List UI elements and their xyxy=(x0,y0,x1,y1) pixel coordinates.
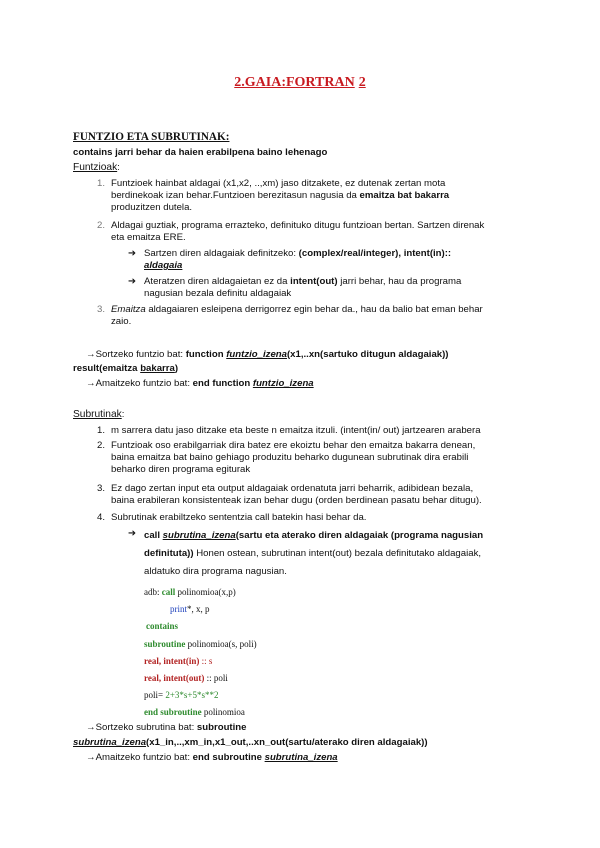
functions-item-2-sub-1: ➔ Sartzen diren aldagaiak definitzeko: (complex/real/integer), intent(in):: aldagaia xyxy=(128,248,452,271)
function-start-line: →Sortzeko funtzio bat: function funtzio_izena(x1,..xn(sartuko ditugun aldagaiak)) xyxy=(86,349,449,360)
code-line-assign: poli= 2+3*s+5*s**2 xyxy=(144,690,219,701)
code-line-end: end subroutine polinomioa xyxy=(144,707,245,718)
subroutines-item-3: 3. Ez dago zertan input eta output aldagaiak ordenatuta jarri beharrik, adibidean bezala, baina erabileran konsistenteak izan behar dugu (orden berdinean pasatu behar ditugu). xyxy=(96,483,482,506)
function-result-line: result(emaitza bakarra) xyxy=(73,363,179,374)
subroutine-end-line: →Amaitzeko funtzio bat: end subroutine subrutina_izena xyxy=(86,752,338,763)
subroutines-heading: Subrutinak: xyxy=(73,409,125,420)
arrow-right-icon: ➔ xyxy=(128,248,137,259)
function-end-line: →Amaitzeko funtzio bat: end function funtzio_izena xyxy=(86,378,314,389)
subroutines-list xyxy=(96,425,556,581)
functions-item-1: 1. Funtzioek hainbat aldagai (x1,x2, ..,xm) jaso ditzakete, ez dutenak zertan mota berdinekoak izan behar.Funtzioen berezitasun nagusia da emaitza bat bakarra produzitzen dutela. xyxy=(96,178,450,213)
subroutine-signature-line: subrutina_izena(x1_in,..,xm_in,x1_out,..xn_out(sartu/aterako diren aldagaiak)) xyxy=(73,737,428,748)
code-line-subroutine: subroutine polinomioa(s, poli) xyxy=(144,638,257,649)
functions-list xyxy=(96,178,551,334)
title-number: 2 xyxy=(358,75,366,90)
arrow-right-icon: ➔ xyxy=(128,276,137,287)
functions-item-2: 2. Aldagai guztiak, programa errazteko, definituko ditugu funtzioan bertan. Sartzen direnak eta emaitza ERE. xyxy=(96,220,485,243)
subroutines-item-4: 4. Subrutinak erabiltzeko sententzia call batekin hasi behar da. xyxy=(96,512,367,523)
code-line-real-in: real, intent(in) :: s xyxy=(144,655,213,666)
code-example xyxy=(144,584,257,722)
section-heading: FUNTZIO ETA SUBRUTINAK: xyxy=(73,131,230,143)
code-line-print: print*, x, p xyxy=(170,604,210,615)
title-text: 2.GAIA:FORTRAN xyxy=(234,75,355,90)
page-title xyxy=(0,74,600,92)
functions-item-3: 3. Emaitza aldagaiaren esleipena derrigorrez egin behar da., hau da balio bat eman behar zaio. xyxy=(96,304,483,327)
subroutine-start-line: →Sortzeko subrutina bat: subroutine xyxy=(86,722,247,733)
code-line-real-out: real, intent(out) :: poli xyxy=(144,673,228,684)
subroutines-item-4-sub: ➔ call subrutina_izena(sartu eta aterako diren aldagaiak (programa nagusian definituta)) Honen ostean, subrutinan intent(out) bezala definitutako aldagaiak, aldatuko dira programa nagusian. xyxy=(144,527,554,581)
functions-item-2-sub-2: ➔ Ateratzen diren aldagaietan ez da intent(out) jarri behar, hau da programa nagusian bezala definitu aldagaiak xyxy=(128,276,462,299)
subroutines-item-1: 1. m sarrera datu jaso ditzake eta beste n emaitza itzuli. (intent(in/ out) jartzearen arabera xyxy=(96,425,481,436)
code-line-contains: contains xyxy=(146,621,179,632)
functions-heading: Funtzioak: xyxy=(73,162,120,173)
arrow-right-icon: ➔ xyxy=(128,528,137,539)
code-line-call: adb: call polinomioa(x,p) xyxy=(144,587,236,597)
contains-note: contains jarri behar da haien erabilpena baino lehenago xyxy=(73,147,328,158)
subroutines-item-2: 2. Funtzioak oso erabilgarriak dira batez ere ekoiztu behar den emaitza bakarra denean, baina emaitza bat baino gehiago produzitu beharko dugunean subrutinak dira erabili beharko diren programa egiturak xyxy=(96,440,476,475)
